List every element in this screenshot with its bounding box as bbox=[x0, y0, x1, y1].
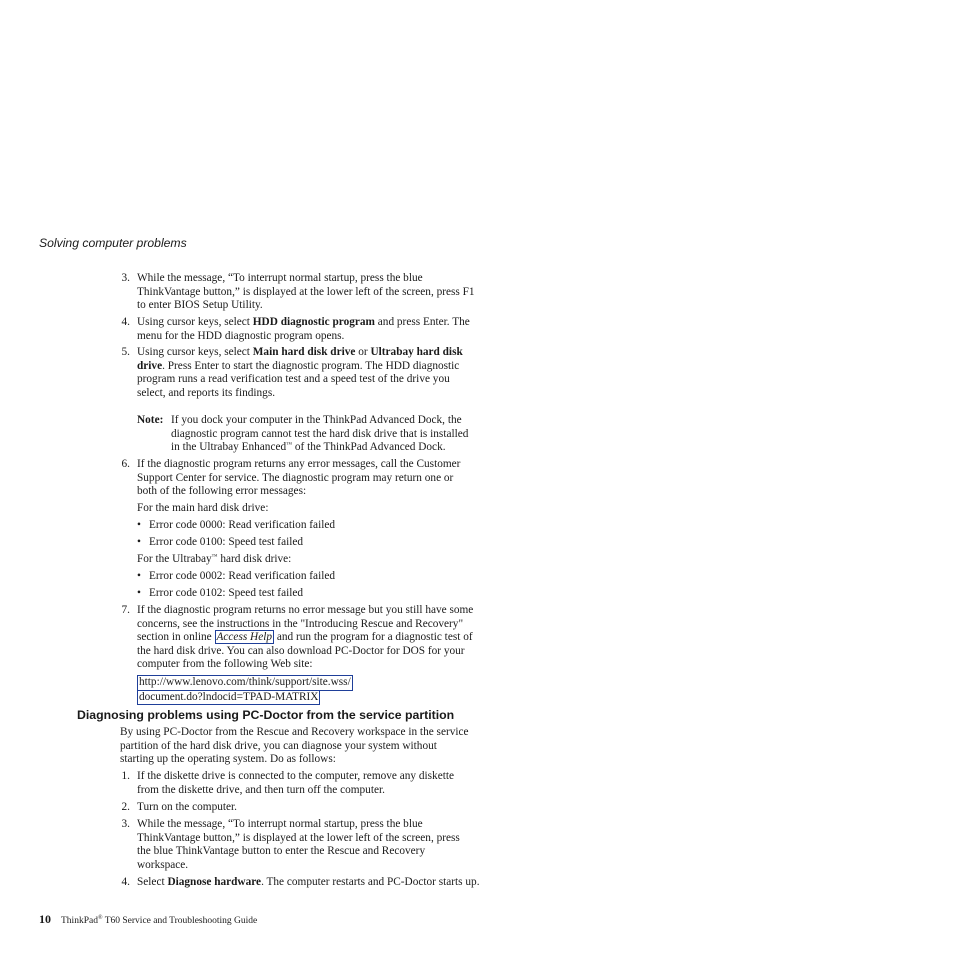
step-number: 3. bbox=[121, 272, 130, 284]
registered-mark: ® bbox=[97, 915, 103, 921]
step-number: 7. bbox=[121, 604, 130, 616]
section-intro bbox=[120, 726, 520, 767]
step-line: While the message, “To interrupt normal startup, press the blue bbox=[137, 272, 423, 284]
ultrabay-drive-label: For the Ultrabay™ hard disk drive: bbox=[137, 553, 292, 565]
step-number: 2. bbox=[121, 801, 130, 813]
footer-title: ThinkPad® T60 Service and Troubleshooting Guide bbox=[61, 915, 258, 926]
step-line: If the diskette drive is connected to the computer, remove any diskette bbox=[137, 770, 455, 782]
page-number: 10 bbox=[39, 912, 51, 926]
step-line: drive. Press Enter to start the diagnostic program. The HDD diagnostic bbox=[137, 359, 460, 372]
step-number: 1. bbox=[121, 770, 130, 782]
intro-line: partition of the hard disk drive, you can diagnose your system without bbox=[120, 739, 437, 752]
step-line: computer from the following Web site: bbox=[137, 658, 313, 671]
step-number: 6. bbox=[121, 458, 130, 470]
step-line: the blue ThinkVantage button to enter the Rescue and Recovery bbox=[137, 845, 426, 858]
step-line: from the diskette drive, and then turn off the computer. bbox=[137, 783, 385, 796]
step-line: If the diagnostic program returns no error message but you still have some bbox=[137, 604, 474, 616]
note-label: Note: bbox=[137, 414, 164, 426]
step-line: Using cursor keys, select Main hard disk drive or Ultrabay hard disk bbox=[137, 346, 463, 358]
page-footer bbox=[39, 913, 257, 929]
note-line: diagnostic program cannot test the hard disk drive that is installed bbox=[171, 427, 469, 440]
step-line: Support Center for service. The diagnostic program may return one or bbox=[137, 471, 454, 484]
trademark-mark: ™ bbox=[286, 442, 293, 449]
main-drive-label: For the main hard disk drive: bbox=[137, 502, 269, 514]
intro-line: starting up the operating system. Do as follows: bbox=[120, 753, 336, 766]
url-line[interactable]: http://www.lenovo.com/think/support/site.wss/ bbox=[137, 675, 353, 691]
section-heading: Diagnosing problems using PC-Doctor from the service partition bbox=[77, 708, 455, 722]
url-line[interactable]: document.do?lndocid=TPAD-MATRIX bbox=[137, 691, 320, 706]
step-line: Using cursor keys, select HDD diagnostic program and press Enter. The bbox=[137, 316, 470, 328]
note-line: If you dock your computer in the ThinkPad Advanced Dock, the bbox=[171, 414, 462, 426]
step-line: both of the following error messages: bbox=[137, 485, 307, 498]
intro-line: By using PC-Doctor from the Rescue and Recovery workspace in the service bbox=[120, 726, 469, 738]
bold-term: drive bbox=[137, 359, 163, 372]
access-help-link[interactable]: Access Help bbox=[216, 631, 273, 644]
step-line: concerns, see the instructions in the "Introducing Rescue and Recovery" bbox=[137, 617, 464, 630]
step-line: to enter BIOS Setup Utility. bbox=[137, 299, 263, 312]
trademark-mark: ™ bbox=[211, 554, 218, 560]
step-line: the hard disk drive. You can also download PC-Doctor for DOS for your bbox=[137, 644, 465, 657]
step-line: menu for the HDD diagnostic program opens. bbox=[137, 329, 345, 342]
step-line: workspace. bbox=[137, 858, 189, 871]
bold-term: Main hard disk drive bbox=[252, 346, 356, 358]
step-number: 4. bbox=[121, 316, 130, 328]
step-line: If the diagnostic program returns any error messages, call the Customer bbox=[137, 458, 461, 470]
support-url-link[interactable] bbox=[137, 675, 353, 705]
step-number: 4. bbox=[121, 876, 130, 888]
step-line: Select Diagnose hardware. The computer restarts and PC-Doctor starts up. bbox=[137, 876, 480, 888]
step-number: 5. bbox=[121, 346, 130, 358]
bold-term: Diagnose hardware bbox=[167, 876, 262, 888]
step-line: While the message, “To interrupt normal startup, press the blue bbox=[137, 818, 423, 830]
bold-term: Ultrabay hard disk bbox=[370, 346, 463, 358]
manual-page: Solving computer problems 3. While the message, “To interrupt normal startup, press the blue ThinkVantage button,” is displayed at the lower left of the screen, press F1 to enter BIOS Setup Utility. 4. Using cursor keys, select HDD diagnostic program and press Enter. The menu for the HDD diagnostic program opens. 5. Using cursor keys, select Main hard disk drive or Ultrabay hard disk drive. Press Enter to start the diagnostic program. The HDD diagnostic program runs a read verification test and a speed test of the drive you select, and reports its findings. Note: If you dock your computer in the ThinkPad Advanced Dock, the diagnostic program cannot test the hard disk drive that is installed in the Ultrabay Enhanced™ of the ThinkPad Advanced Dock. 6. If the diagnostic program returns any error messages, call the Customer Support Center for service. The diagnostic program may return one or both of the following error messages: For the main hard disk drive: • Error code 0000: Read verification failed • Error code 0100: Speed test failed For the Ultrabay™ hard disk drive: • Error code 0002: Read verification failed • Error code 0102: Speed test failed 7. If the diagnostic program returns no error message but you still have some concerns, see the instructions in the "Introducing Rescue and Recovery" section in online Access Help and run the program for a diagnostic test of the hard disk drive. You can also download PC-Doctor for DOS for your computer from the following Web site: http://www.lenovo.com/think/support/site.wss/ document.do?lndocid=TPAD-MATRIX Diagnosing problems using PC-Doctor from the service partition By using PC-Doctor from the Rescue and Recovery workspace in the service partition of the hard disk drive, you can diagnose your system without starting up the operating system. Do as follows: 1. If the diskette drive is connected to the computer, remove any diskette from the diskette drive, and then turn off the computer. 2. Turn on the computer. 3. While the message, “To interrupt normal startup, press the blue ThinkVantage button,” is displayed at the lower left of the screen, press the blue ThinkVantage button to enter the Rescue and Recovery workspace. 4. Select Diagnose hardware. The computer restarts and PC-Doctor starts up. 10 ThinkPad® T60 Service and Troubleshooting Guide bbox=[0, 0, 954, 954]
step-line: select, and reports its findings. bbox=[137, 386, 276, 399]
step-line: ThinkVantage button,” is displayed at the lower left of the screen, press bbox=[137, 831, 460, 844]
step-line: section in online Access Help and run the program for a diagnostic test of bbox=[137, 631, 473, 644]
note-line: in the Ultrabay Enhanced™ of the ThinkPad Advanced Dock. bbox=[171, 441, 446, 454]
bold-term: HDD diagnostic program bbox=[252, 316, 375, 328]
step-line: ThinkVantage button,” is displayed at the lower left of the screen, press F1 bbox=[137, 285, 475, 298]
step-number: 3. bbox=[121, 818, 130, 830]
running-header: Solving computer problems bbox=[39, 236, 187, 250]
step-line: Turn on the computer. bbox=[137, 801, 237, 813]
step-line: program runs a read verification test and a speed test of the drive you bbox=[137, 373, 450, 386]
